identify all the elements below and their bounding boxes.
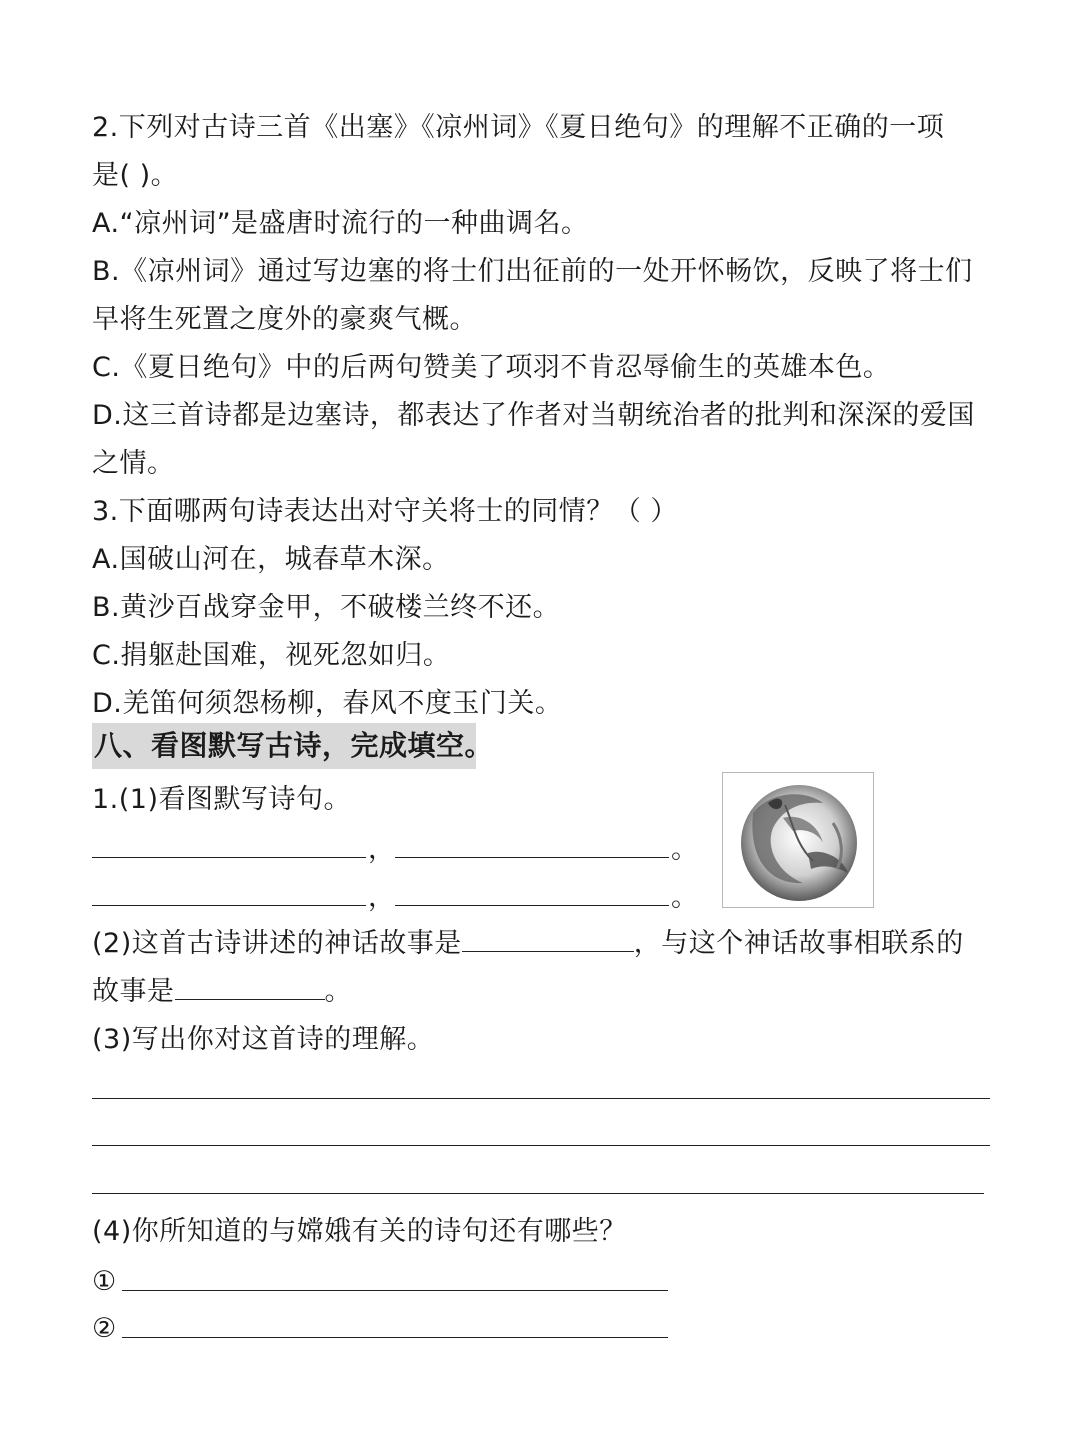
q2-option-b-line1: B.《凉州词》通过写边塞的将士们出征前的一处开怀畅饮，反映了将士们 <box>92 256 973 287</box>
understanding-line-2[interactable] <box>92 1145 990 1146</box>
change-moon-illustration <box>722 772 874 908</box>
section-title: 八、看图默写古诗，完成填空。 <box>94 729 494 762</box>
q2-option-a: A.“凉州词”是盛唐时流行的一种曲调名。 <box>92 208 589 239</box>
understanding-line-3[interactable] <box>92 1193 984 1194</box>
q2-option-b-line2: 早将生死置之度外的豪爽气概。 <box>92 304 477 335</box>
q1-part2-period: 。 <box>324 976 352 1007</box>
poem-blank-1[interactable] <box>92 857 366 858</box>
poem-blank-2[interactable] <box>395 857 669 858</box>
period-2: 。 <box>671 882 698 913</box>
comma-1: ， <box>368 834 395 865</box>
circled-number-1: ① <box>92 1266 117 1297</box>
q1-part1-label: 1.(1)看图默写诗句。 <box>92 784 352 815</box>
understanding-line-1[interactable] <box>92 1098 990 1099</box>
q3-option-d: D.羌笛何须怨杨柳，春风不度玉门关。 <box>92 688 563 719</box>
q1-part2-text-c: 故事是 <box>92 976 175 1007</box>
q1-part3-label: (3)写出你对这首诗的理解。 <box>92 1024 435 1055</box>
q1-part2-line2 <box>92 974 352 1010</box>
q1-part2-text-a: (2)这首古诗讲述的神话故事是 <box>92 928 462 959</box>
q1-part4-label: (4)你所知道的与嫦娥有关的诗句还有哪些？ <box>92 1216 627 1247</box>
myth-story-blank[interactable] <box>462 927 634 952</box>
change-verse-blank-2[interactable] <box>122 1337 668 1338</box>
related-story-blank[interactable] <box>175 975 325 1000</box>
moon-fairy-icon <box>723 773 873 907</box>
change-verse-blank-1[interactable] <box>122 1290 668 1291</box>
q3-option-a: A.国破山河在，城春草木深。 <box>92 544 450 575</box>
poem-blank-4[interactable] <box>395 905 669 906</box>
q2-option-c: C.《夏日绝句》中的后两句赞美了项羽不肯忍辱偷生的英雄本色。 <box>92 352 891 383</box>
q3-option-b: B.黄沙百战穿金甲，不破楼兰终不还。 <box>92 592 561 623</box>
period-1: 。 <box>671 834 698 865</box>
comma-2: ， <box>368 882 395 913</box>
q3-option-c: C.捐躯赴国难，视死忽如归。 <box>92 640 451 671</box>
poem-blank-3[interactable] <box>92 905 366 906</box>
q1-part2-line1 <box>92 926 964 962</box>
q1-part2-text-b: ，与这个神话故事相联系的 <box>633 928 964 959</box>
q2-option-d-line1: D.这三首诗都是边塞诗，都表达了作者对当朝统治者的批判和深深的爱国 <box>92 400 975 431</box>
circled-number-2: ② <box>92 1313 117 1344</box>
q2-stem-line2: 是( )。 <box>92 160 179 191</box>
q2-stem-line1: 2.下列对古诗三首《出塞》《凉州词》《夏日绝句》的理解不正确的一项 <box>92 112 945 143</box>
q3-stem: 3.下面哪两句诗表达出对守关将士的同情？（ ） <box>92 496 678 527</box>
q2-option-d-line2: 之情。 <box>92 448 175 479</box>
